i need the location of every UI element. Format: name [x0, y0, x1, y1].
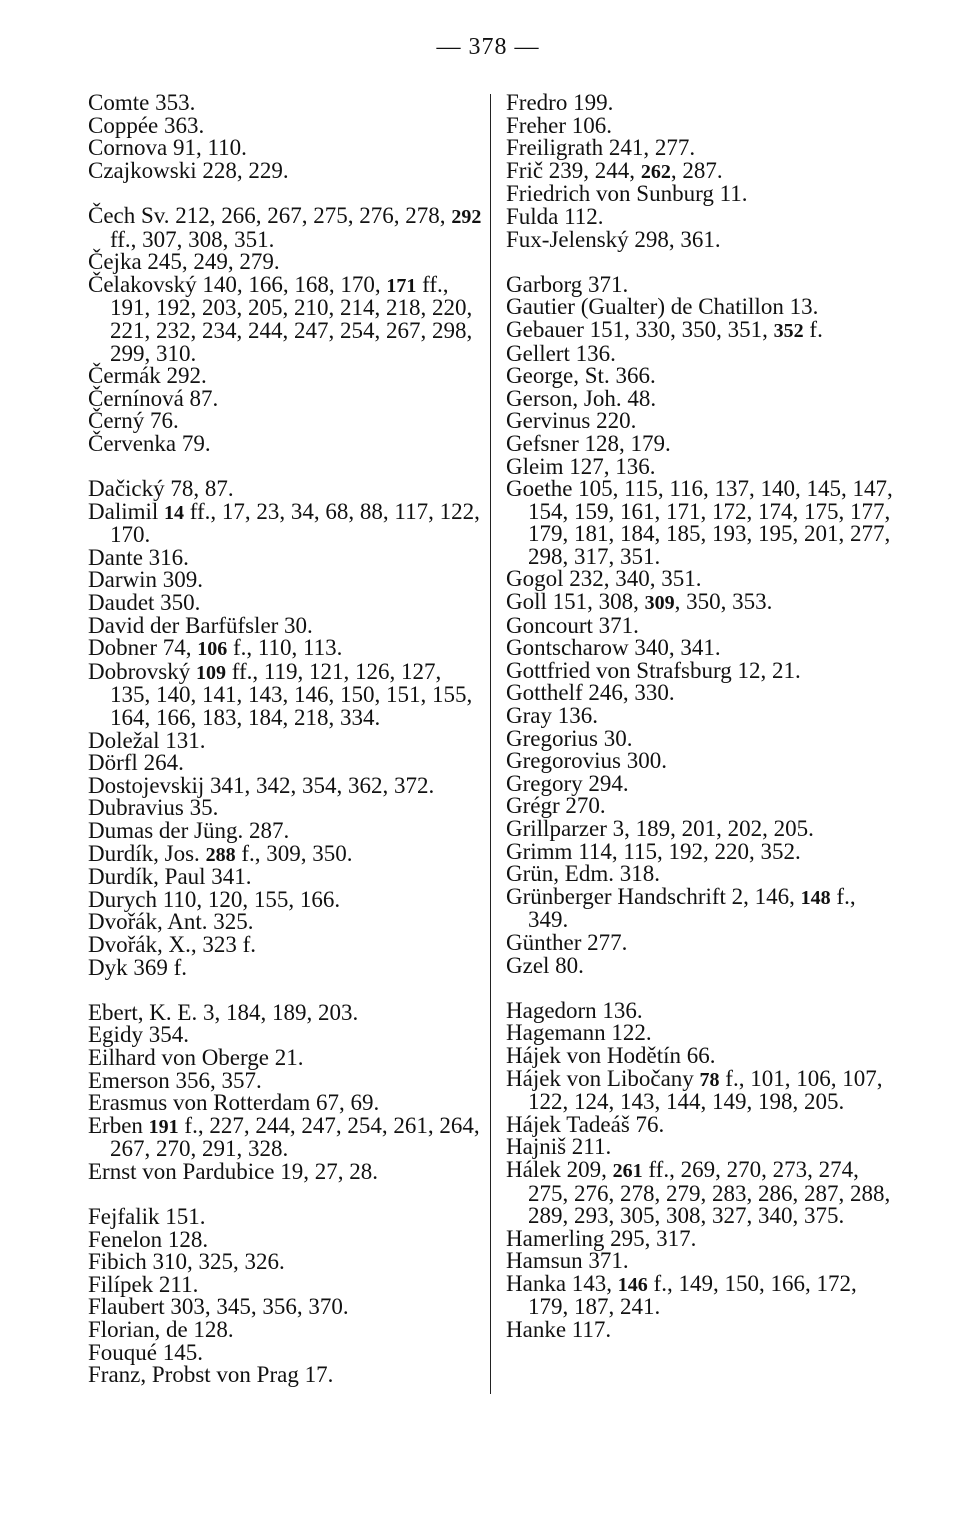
entry-text: Comte 353.: [88, 90, 196, 115]
entry-text: Hálek 209,: [506, 1156, 613, 1182]
entry-text: Grünberger Handschrift 2, 146,: [506, 883, 801, 909]
entry-text: Gregory 294.: [506, 770, 629, 796]
index-entry: [506, 997, 901, 1023]
section-gap: [88, 456, 483, 479]
index-entry: [88, 157, 483, 183]
entry-text: Čelakovský 140, 166, 168, 170,: [88, 271, 387, 297]
index-entry: [506, 725, 901, 751]
index-entry: [88, 251, 483, 274]
index-entry: [506, 340, 901, 366]
entry-text: ff., 269, 270, 273, 274, 275, 276, 278, 279, 283, 286, 287, 288, 289, 293, 305, 308, 327, 340, 375.: [528, 1156, 891, 1229]
entry-text: Grillparzer 3, 189, 201, 202, 205.: [506, 816, 814, 841]
index-entry: [88, 592, 483, 615]
entry-text: Gotthelf 246, 330.: [506, 680, 675, 706]
entry-text: Darwin 309.: [88, 567, 203, 593]
index-entry: [88, 637, 483, 661]
entry-text: Dumas der Jüng. 287.: [88, 818, 290, 843]
entry-text: Durych 110, 120, 155, 166.: [88, 886, 341, 912]
entry-text: Hagedorn 136.: [506, 997, 643, 1023]
index-entry: [506, 1111, 901, 1137]
entry-text: Černý 76.: [88, 408, 179, 434]
entry-text: Dačický 78, 87.: [88, 476, 234, 502]
entry-text: Hájek von Hodětín 66.: [506, 1042, 716, 1068]
entry-text: Grün, Edm. 318.: [506, 861, 660, 887]
entry-text: Gefsner 128, 179.: [506, 430, 671, 456]
entry-text: Gray 136.: [506, 703, 598, 729]
index-entry: [88, 752, 483, 775]
entry-text: Freiligrath 241, 277.: [506, 135, 696, 161]
entry-text: ff., 17, 23, 34, 68, 88, 117, 122, 170.: [110, 498, 480, 548]
index-entry: [88, 954, 483, 980]
entry-text: Filípek 211.: [88, 1271, 199, 1297]
index-entry: [88, 931, 483, 957]
main-page-reference: 146: [617, 1273, 648, 1296]
main-page-reference: 14: [164, 501, 185, 524]
entry-text: Dalimil: [88, 498, 165, 524]
entry-text: Hajniš 211.: [506, 1134, 612, 1160]
index-entry: [506, 657, 901, 683]
index-entry: [506, 316, 901, 343]
entry-text: Frič 239, 244,: [506, 157, 641, 183]
entry-text: Emerson 356, 357.: [88, 1067, 262, 1093]
entry-text: Ernst von Pardubice 19, 27, 28.: [88, 1158, 379, 1184]
entry-text: Dvořák, X., 323 f.: [88, 931, 256, 957]
entry-text: Coppée 363.: [88, 112, 205, 138]
index-entry: [506, 271, 901, 297]
entry-text: ff., 307, 308, 351.: [110, 226, 275, 252]
entry-text: f., 349.: [528, 883, 856, 933]
index-entry: [506, 612, 901, 638]
index-entry: [506, 430, 901, 456]
index-entry: [506, 637, 901, 660]
main-page-reference: 262: [640, 160, 671, 183]
entry-text: Grégr 270.: [506, 793, 606, 819]
main-page-reference: 191: [148, 1115, 179, 1138]
entry-text: Gellert 136.: [506, 340, 616, 366]
entry-text: Gregorovius 300.: [506, 748, 667, 774]
index-entry: [506, 1156, 901, 1229]
entry-text: Franz, Probst von Prag 17.: [88, 1362, 334, 1388]
column-divider: [490, 94, 491, 1394]
index-entry: [88, 430, 483, 456]
index-entry: [88, 478, 483, 501]
entry-text: Gregorius 30.: [506, 725, 633, 751]
entry-text: f.: [803, 316, 823, 342]
entry-text: Hagemann 122.: [506, 1020, 652, 1046]
entry-text: f., 101, 106, 107, 122, 124, 143, 144, 149, 198, 205.: [528, 1065, 883, 1115]
index-column-right: [506, 92, 901, 1342]
main-page-reference: 309: [644, 592, 675, 615]
main-page-reference: 171: [386, 274, 417, 297]
entry-text: Florian, de 128.: [88, 1317, 234, 1343]
index-entry: [506, 1270, 901, 1320]
index-entry: [506, 1042, 901, 1068]
entry-text: Erasmus von Rotterdam 67, 69.: [88, 1090, 380, 1116]
index-entry: [88, 202, 483, 252]
section-gap: [506, 251, 901, 274]
index-entry: [88, 1226, 483, 1252]
main-page-reference: 148: [800, 886, 831, 909]
main-page-reference: 288: [205, 843, 236, 866]
entry-text: Grimm 114, 115, 192, 220, 352.: [506, 838, 801, 864]
entry-text: Eilhard von Oberge 21.: [88, 1044, 304, 1070]
entry-text: Egidy 354.: [88, 1022, 189, 1048]
entry-text: Černínová 87.: [88, 385, 219, 411]
entry-text: Dvořák, Ant. 325.: [88, 909, 254, 935]
entry-text: Garborg 371.: [506, 271, 629, 297]
index-entry: [506, 863, 901, 886]
main-page-reference: 352: [773, 319, 804, 342]
entry-text: Dobrovský: [88, 658, 196, 684]
entry-text: George, St. 366.: [506, 363, 656, 389]
entry-text: Gautier (Gualter) de Chatillon 13.: [506, 294, 819, 320]
index-entry: [88, 866, 483, 889]
index-column-left: [88, 92, 483, 1387]
index-entry: [88, 498, 483, 548]
section-gap: [88, 979, 483, 1002]
index-entry: [506, 1136, 901, 1159]
entry-text: Hájek Tadeáš 76.: [506, 1111, 665, 1137]
entry-text: Günther 277.: [506, 929, 628, 955]
entry-text: Friedrich von Sunburg 11.: [506, 181, 748, 207]
entry-text: Fenelon 128.: [88, 1226, 209, 1252]
entry-text: Doležal 131.: [88, 727, 206, 753]
entry-text: Freher 106.: [506, 112, 613, 138]
index-entry: [88, 365, 483, 388]
index-entry: [88, 544, 483, 570]
index-entry: [506, 385, 901, 411]
index-entry: [506, 1065, 901, 1115]
entry-text: Čermák 292.: [88, 363, 207, 389]
main-page-reference: 109: [195, 661, 226, 684]
entry-text: Dostojevskij 341, 342, 354, 362, 372.: [88, 772, 435, 798]
index-entry: [88, 1092, 483, 1115]
entry-text: Hamerling 295, 317.: [506, 1225, 697, 1251]
entry-text: Goethe 105, 115, 116, 137, 140, 145, 147, 154, 159, 161, 171, 172, 174, 175, 177, 179, 181, 184, 185, 193, 195, 201, 277, 298, 317, 351.: [506, 476, 893, 569]
index-entry: [506, 1319, 901, 1342]
index-entry: [506, 591, 901, 615]
entry-text: David der Barfüfsler 30.: [88, 612, 313, 638]
index-entry: [88, 92, 483, 115]
entry-text: Gervinus 220.: [506, 408, 637, 434]
entry-text: Čech Sv. 212, 266, 267, 275, 276, 278,: [88, 202, 452, 228]
entry-text: Červenka 79.: [88, 430, 211, 456]
index-entry: [506, 952, 901, 978]
index-entry: [506, 705, 901, 728]
entry-text: Gogol 232, 340, 351.: [506, 566, 702, 592]
index-entry: [506, 838, 901, 864]
index-entry: [506, 770, 901, 796]
entry-text: Fouqué 145.: [88, 1339, 203, 1365]
index-entry: [88, 1339, 483, 1365]
entry-text: Daudet 350.: [88, 590, 201, 616]
index-entry: [88, 999, 483, 1025]
index-entry: [506, 92, 901, 115]
entry-text: Gottfried von Strafsburg 12, 21.: [506, 657, 801, 683]
index-entry: [506, 883, 901, 933]
index-entry: [506, 750, 901, 773]
entry-text: Goll 151, 308,: [506, 589, 645, 615]
index-entry: [88, 1158, 483, 1184]
entry-text: f., 149, 150, 166, 172, 179, 187, 241.: [528, 1270, 857, 1320]
entry-text: Dyk 369 f.: [88, 954, 188, 980]
index-entry: [88, 658, 483, 731]
entry-text: Gzel 80.: [506, 952, 584, 978]
entry-text: Fibich 310, 325, 326.: [88, 1249, 285, 1275]
index-entry: [88, 820, 483, 843]
index-entry: [88, 1067, 483, 1093]
index-entry: [506, 1022, 901, 1045]
entry-text: f., 110, 113.: [227, 635, 343, 661]
index-entry: [506, 682, 901, 705]
entry-text: , 350, 353.: [674, 589, 773, 615]
index-entry: [88, 569, 483, 592]
index-entry: [88, 727, 483, 753]
main-page-reference: 261: [612, 1159, 643, 1182]
entry-text: Gleim 127, 136.: [506, 453, 656, 479]
entry-text: Fulda 112.: [506, 203, 604, 229]
index-entry: [88, 1296, 483, 1319]
index-entry: [506, 818, 901, 841]
index-entry: [506, 157, 901, 184]
index-entry: [88, 410, 483, 433]
entry-text: Dobner 74,: [88, 635, 198, 661]
index-entry: [88, 772, 483, 798]
index-entry: [506, 929, 901, 955]
entry-text: Gerson, Joh. 48.: [506, 385, 657, 411]
index-entry: [506, 365, 901, 388]
index-entry: [88, 797, 483, 820]
entry-text: Fux-Jelenský 298, 361.: [506, 226, 721, 252]
index-entry: [88, 1251, 483, 1274]
entry-text: Dante 316.: [88, 544, 189, 570]
index-entry: [506, 453, 901, 479]
entry-text: Cornova 91, 110.: [88, 135, 247, 161]
index-entry: [506, 296, 901, 319]
index-entry: [506, 795, 901, 818]
entry-text: ff., 191, 192, 203, 205, 210, 214, 218, 220, 221, 232, 234, 244, 247, 254, 267, 298, 299, 310.: [110, 271, 473, 366]
entry-text: ff., 119, 121, 126, 127, 135, 140, 141, 143, 146, 150, 151, 155, 164, 166, 183, 184, 218, 334.: [110, 658, 473, 731]
index-entry: [88, 612, 483, 638]
index-entry: [88, 1206, 483, 1229]
index-entry: [506, 1225, 901, 1251]
index-entry: [88, 137, 483, 160]
main-page-reference: 292: [451, 205, 482, 228]
index-entry: [88, 1319, 483, 1342]
entry-text: Fredro 199.: [506, 90, 614, 115]
entry-text: Durdík, Paul 341.: [88, 864, 252, 890]
section-gap: [88, 182, 483, 205]
index-entry: [88, 1044, 483, 1070]
entry-text: Dörfl 264.: [88, 750, 184, 776]
index-entry: [506, 203, 901, 229]
page-number: — 378 —: [436, 34, 540, 60]
entry-text: Hamsun 371.: [506, 1248, 629, 1274]
index-entry: [88, 271, 483, 366]
index-entry: [506, 137, 901, 160]
entry-text: Čejka 245, 249, 279.: [88, 249, 280, 275]
entry-text: Hanke 117.: [506, 1317, 612, 1343]
index-entry: [506, 112, 901, 138]
entry-text: Czajkowski 228, 229.: [88, 157, 289, 183]
index-entry: [506, 568, 901, 591]
entry-text: Gebauer 151, 330, 350, 351,: [506, 316, 774, 342]
index-entry: [88, 112, 483, 138]
index-entry: [88, 1271, 483, 1297]
entry-text: Dubravius 35.: [88, 795, 219, 821]
entry-text: Hájek von Libočany: [506, 1065, 700, 1091]
entry-text: Ebert, K. E. 3, 184, 189, 203.: [88, 999, 359, 1025]
index-entry: [506, 478, 901, 568]
index-entry: [88, 1112, 483, 1162]
entry-text: Durdík, Jos.: [88, 840, 206, 866]
index-entry: [88, 385, 483, 411]
entry-text: Hanka 143,: [506, 1270, 618, 1296]
entry-text: Goncourt 371.: [506, 612, 639, 638]
index-entry: [88, 886, 483, 912]
section-gap: [506, 977, 901, 1000]
index-entry: [88, 911, 483, 934]
index-entry: [88, 840, 483, 867]
section-gap: [88, 1184, 483, 1207]
index-entry: [506, 183, 901, 206]
index-entry: [88, 1024, 483, 1047]
entry-text: f., 227, 244, 247, 254, 261, 264, 267, 270, 291, 328.: [110, 1112, 480, 1162]
index-entry: [88, 1364, 483, 1387]
index-entry: [506, 410, 901, 433]
entry-text: Erben: [88, 1112, 149, 1138]
main-page-reference: 106: [197, 638, 228, 661]
entry-text: f., 309, 350.: [235, 840, 353, 866]
index-entry: [506, 226, 901, 252]
entry-text: Fejfalik 151.: [88, 1204, 206, 1230]
entry-text: Flaubert 303, 345, 356, 370.: [88, 1294, 349, 1320]
entry-text: Gontscharow 340, 341.: [506, 635, 721, 661]
entry-text: , 287.: [670, 157, 723, 183]
index-entry: [506, 1250, 901, 1273]
main-page-reference: 78: [699, 1068, 720, 1091]
